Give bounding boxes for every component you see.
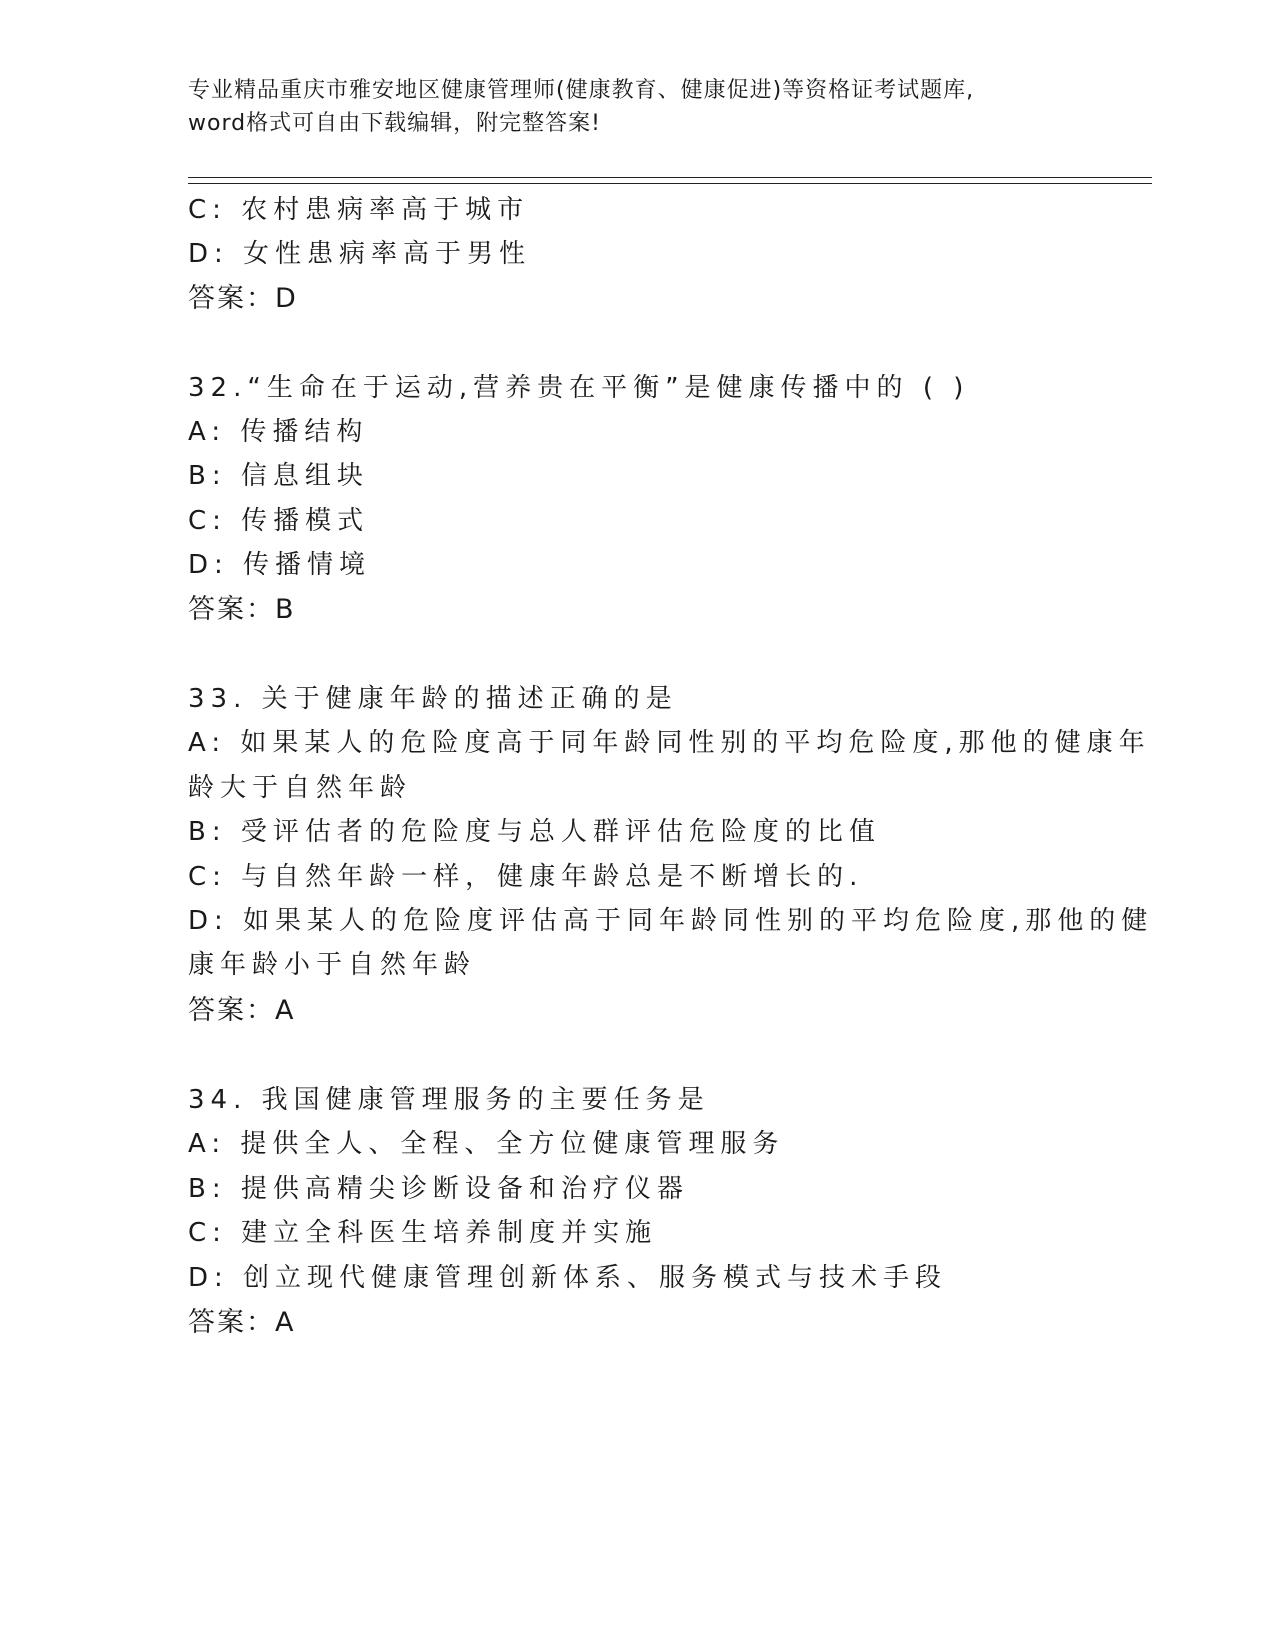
header-divider-bottom xyxy=(188,183,1152,184)
header-divider-top xyxy=(188,177,1152,178)
q33-option-b: B: 受评估者的危险度与总人群评估危险度的比值 xyxy=(188,817,881,847)
q34-option-b: B: 提供高精尖诊断设备和治疗仪器 xyxy=(188,1174,689,1204)
q33-option-d-line-1: D: 如果某人的危险度评估高于同年龄同性别的平均危险度,那他的健 xyxy=(188,906,1154,936)
q33-option-d-line-2: 康年龄小于自然年龄 xyxy=(188,950,477,980)
header-line-2: word格式可自由下载编辑，附完整答案! xyxy=(188,111,601,136)
q34-answer: 答案：A xyxy=(188,1307,296,1338)
q34-option-a: A: 提供全人、全程、全方位健康管理服务 xyxy=(188,1129,785,1159)
document-header xyxy=(188,74,1088,140)
q32-option-b: B: 信息组块 xyxy=(188,461,369,491)
q33-question: 33. 关于健康年龄的描述正确的是 xyxy=(188,684,678,714)
q33-option-a-line-1: A: 如果某人的危险度高于同年龄同性别的平均危险度,那他的健康年 xyxy=(188,728,1151,758)
q31-option-c: C: 农村患病率高于城市 xyxy=(188,195,530,225)
q34-option-d: D: 创立现代健康管理创新体系、服务模式与技术手段 xyxy=(188,1263,948,1293)
q32-answer: 答案：B xyxy=(188,594,296,625)
q32-question: 32.“生命在于运动,营养贵在平衡”是健康传播中的 ( ) xyxy=(188,373,970,403)
q34-option-c: C: 建立全科医生培养制度并实施 xyxy=(188,1218,658,1248)
q31-option-d: D: 女性患病率高于男性 xyxy=(188,239,532,269)
q33-option-a-line-2: 龄大于自然年龄 xyxy=(188,773,413,803)
q32-option-d: D: 传播情境 xyxy=(188,550,372,580)
q32-option-a: A: 传播结构 xyxy=(188,417,369,447)
q32-option-c: C: 传播模式 xyxy=(188,506,370,536)
q33-option-c: C: 与自然年龄一样，健康年龄总是不断增长的. xyxy=(188,862,864,892)
header-line-1: 专业精品重庆市雅安地区健康管理师(健康教育、健康促进)等资格证考试题库, xyxy=(188,78,975,103)
q33-answer: 答案：A xyxy=(188,995,296,1026)
q31-answer: 答案：D xyxy=(188,283,298,314)
q34-question: 34. 我国健康管理服务的主要任务是 xyxy=(188,1085,710,1115)
